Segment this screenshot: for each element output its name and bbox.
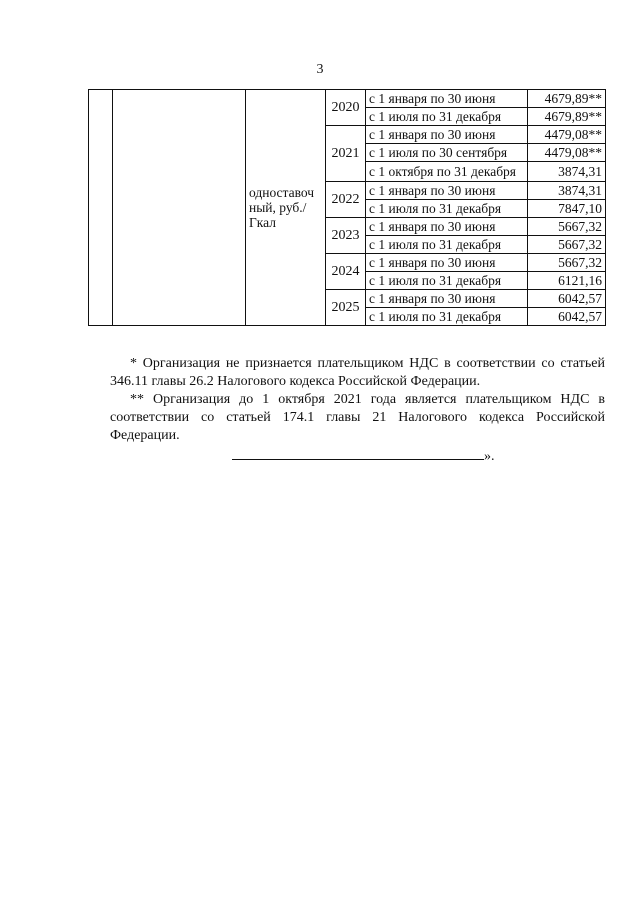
- tariff-value-cell: 4479,08**: [528, 144, 606, 162]
- tariff-value-cell: 3874,31: [528, 182, 606, 200]
- closing-line: [232, 447, 512, 465]
- tariff-table-body: [89, 90, 606, 326]
- period-cell: с 1 января по 30 июня: [366, 182, 528, 200]
- year-cell: 2020: [326, 90, 366, 126]
- year-cell: 2023: [326, 218, 366, 254]
- period-cell: с 1 января по 30 июня: [366, 90, 528, 108]
- tariff-value-cell: 4479,08**: [528, 126, 606, 144]
- tariff-value-cell: 3874,31: [528, 162, 606, 182]
- table-row: [89, 90, 606, 108]
- period-cell: с 1 июля по 31 декабря: [366, 236, 528, 254]
- period-cell: с 1 января по 30 июня: [366, 290, 528, 308]
- closing-quote: ».: [484, 449, 495, 464]
- tariff-value-cell: 7847,10: [528, 200, 606, 218]
- period-cell: с 1 января по 30 июня: [366, 218, 528, 236]
- period-cell: с 1 июля по 31 декабря: [366, 200, 528, 218]
- footnote-vat-exempt: * Организация не признается плательщиком НДС в соответствии со статьей 346.11 главы 26.2 Налогового кодекса Российской Федерации.: [110, 356, 605, 389]
- period-cell: с 1 июля по 31 декабря: [366, 108, 528, 126]
- organization-cell: [113, 90, 246, 326]
- signature-underline: [232, 447, 484, 460]
- unit-cell: одноставоч ный, руб./Гкал: [246, 90, 326, 326]
- period-cell: с 1 октября по 31 декабря: [366, 162, 528, 182]
- period-cell: с 1 января по 30 июня: [366, 254, 528, 272]
- tariff-value-cell: 4679,89**: [528, 108, 606, 126]
- footnotes: [110, 355, 605, 445]
- page-number: 3: [316, 62, 324, 77]
- tariff-value-cell: 5667,32: [528, 218, 606, 236]
- period-cell: с 1 января по 30 июня: [366, 126, 528, 144]
- tariff-value-cell: 5667,32: [528, 254, 606, 272]
- year-cell: 2021: [326, 126, 366, 182]
- year-cell: 2022: [326, 182, 366, 218]
- tariff-value-cell: 5667,32: [528, 236, 606, 254]
- tariff-value-cell: 6042,57: [528, 308, 606, 326]
- period-cell: с 1 июля по 31 декабря: [366, 308, 528, 326]
- period-cell: с 1 июля по 30 сентября: [366, 144, 528, 162]
- period-cell: с 1 июля по 31 декабря: [366, 272, 528, 290]
- row-number-cell: [89, 90, 113, 326]
- footnote-vat-payer: ** Организация до 1 октября 2021 года является плательщиком НДС в соответствии со статьей 174.1 главы 21 Налогового кодекса Российской Федерации.: [110, 392, 605, 443]
- tariff-value-cell: 4679,89**: [528, 90, 606, 108]
- year-cell: 2024: [326, 254, 366, 290]
- tariff-value-cell: 6121,16: [528, 272, 606, 290]
- year-cell: 2025: [326, 290, 366, 326]
- tariff-value-cell: 6042,57: [528, 290, 606, 308]
- tariff-table: [88, 89, 606, 326]
